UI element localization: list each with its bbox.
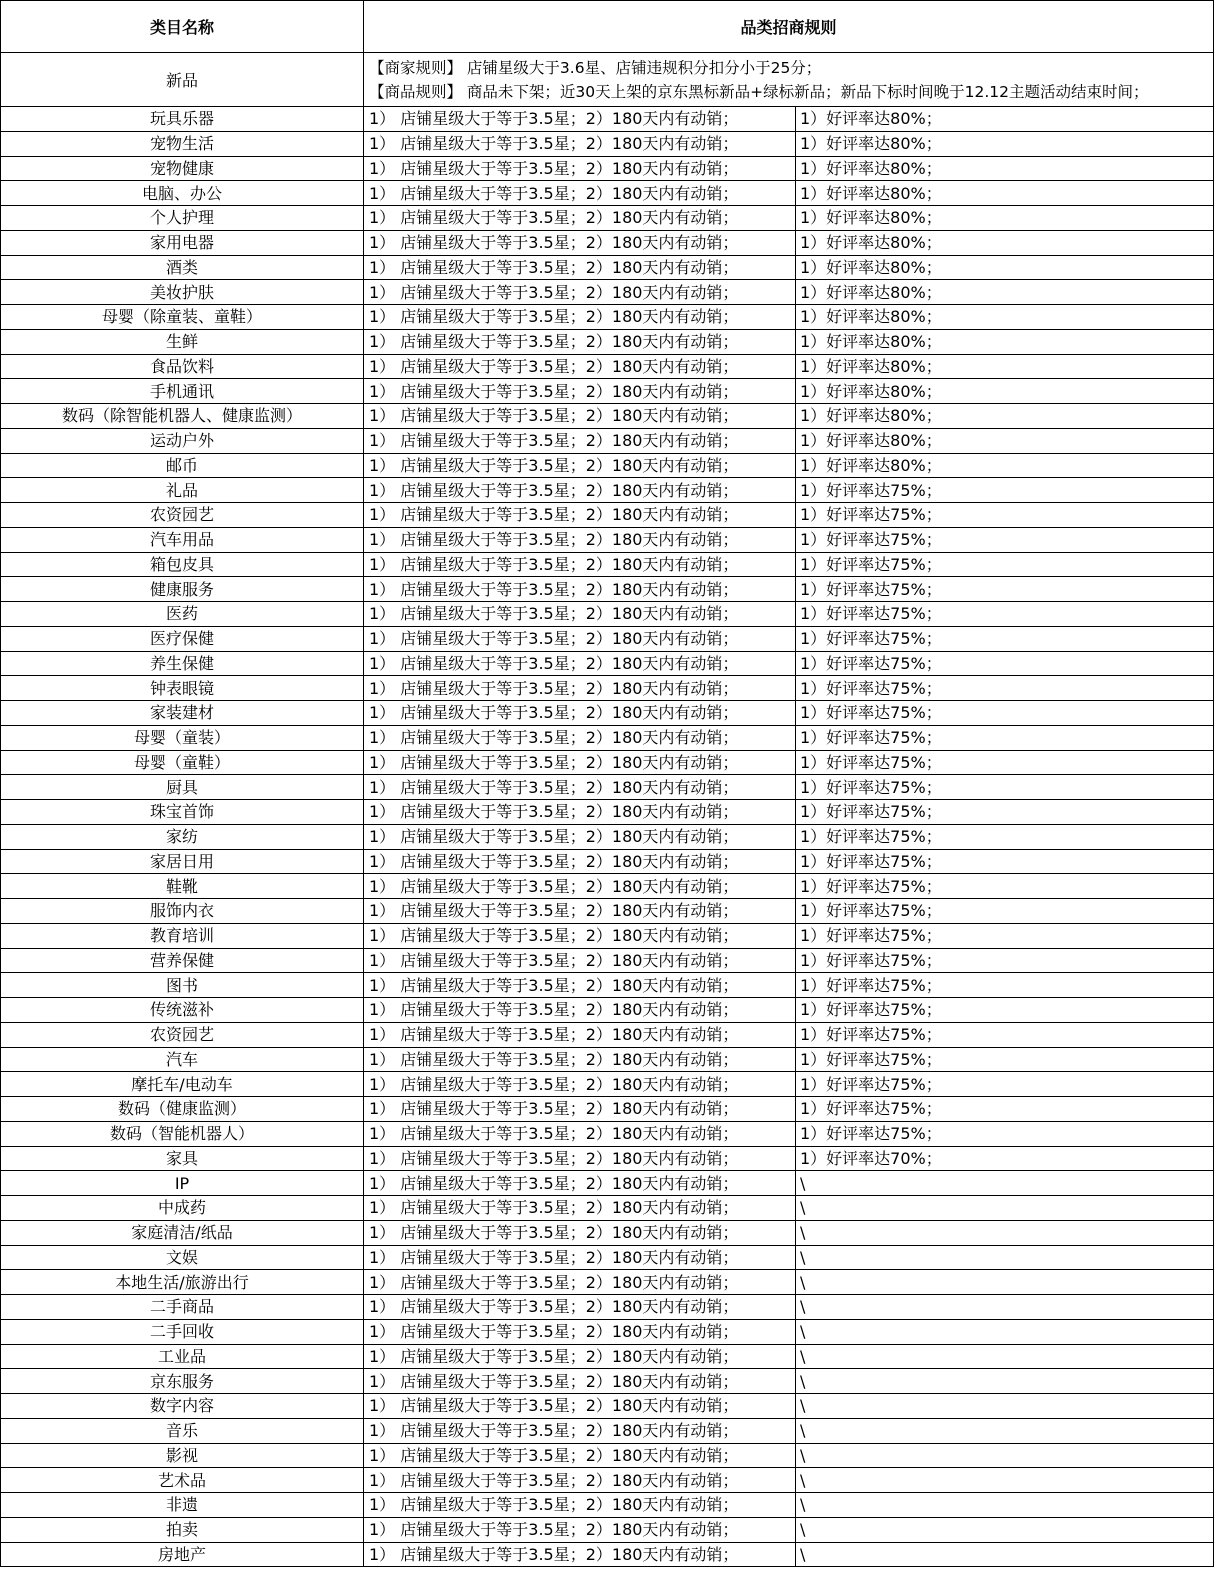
table-row — [1, 181, 1214, 206]
rating-requirement-cell: 1）好评率达75%； — [796, 800, 1214, 825]
table-row — [1, 1146, 1214, 1171]
base-requirement-cell: 1） 店铺星级大于等于3.5星；2）180天内有动销； — [364, 1295, 796, 1320]
category-name-cell: 二手回收 — [1, 1319, 364, 1344]
base-requirement-cell: 1） 店铺星级大于等于3.5星；2）180天内有动销； — [364, 181, 796, 206]
rating-requirement-cell: 1）好评率达75%； — [796, 874, 1214, 899]
rating-requirement-cell: 1）好评率达75%； — [796, 973, 1214, 998]
rating-requirement-cell: 1）好评率达75%； — [796, 849, 1214, 874]
base-requirement-cell: 1） 店铺星级大于等于3.5星；2）180天内有动销； — [364, 230, 796, 255]
table-row — [1, 1468, 1214, 1493]
category-name-cell: 房地产 — [1, 1542, 364, 1567]
category-name-cell: 美妆护肤 — [1, 280, 364, 305]
rating-requirement-cell: 1）好评率达80%； — [796, 329, 1214, 354]
rating-requirement-cell: 1）好评率达75%； — [796, 651, 1214, 676]
table-row — [1, 824, 1214, 849]
table-row — [1, 973, 1214, 998]
rating-requirement-cell: \ — [796, 1542, 1214, 1567]
base-requirement-cell: 1） 店铺星级大于等于3.5星；2）180天内有动销； — [364, 1196, 796, 1221]
table-row — [1, 1097, 1214, 1122]
table-row — [1, 527, 1214, 552]
rating-requirement-cell: 1）好评率达75%； — [796, 552, 1214, 577]
base-requirement-cell: 1） 店铺星级大于等于3.5星；2）180天内有动销； — [364, 1517, 796, 1542]
category-name-cell: 影视 — [1, 1443, 364, 1468]
category-name-cell: 工业品 — [1, 1344, 364, 1369]
rating-requirement-cell: \ — [796, 1468, 1214, 1493]
category-name-cell: 宠物健康 — [1, 156, 364, 181]
table-row — [1, 478, 1214, 503]
table-row — [1, 379, 1214, 404]
table-row — [1, 1493, 1214, 1518]
rating-requirement-cell: \ — [796, 1245, 1214, 1270]
rating-requirement-cell: 1）好评率达75%； — [796, 527, 1214, 552]
rating-requirement-cell: 1）好评率达80%； — [796, 131, 1214, 156]
category-name-cell: 生鲜 — [1, 329, 364, 354]
base-requirement-cell: 1） 店铺星级大于等于3.5星；2）180天内有动销； — [364, 552, 796, 577]
base-requirement-cell: 1） 店铺星级大于等于3.5星；2）180天内有动销； — [364, 1097, 796, 1122]
category-name-cell: 母婴（童装） — [1, 725, 364, 750]
table-row — [1, 701, 1214, 726]
category-name-cell: 汽车 — [1, 1047, 364, 1072]
base-requirement-cell: 1） 店铺星级大于等于3.5星；2）180天内有动销； — [364, 1344, 796, 1369]
table-row — [1, 255, 1214, 280]
rating-requirement-cell: 1）好评率达75%； — [796, 626, 1214, 651]
category-name-cell: 邮币 — [1, 453, 364, 478]
rating-requirement-cell: 1）好评率达80%； — [796, 404, 1214, 429]
base-requirement-cell: 1） 店铺星级大于等于3.5星；2）180天内有动销； — [364, 800, 796, 825]
header-category-name: 类目名称 — [1, 1, 364, 53]
table-row — [1, 874, 1214, 899]
base-requirement-cell: 1） 店铺星级大于等于3.5星；2）180天内有动销； — [364, 923, 796, 948]
rating-requirement-cell: \ — [796, 1394, 1214, 1419]
category-name-cell: 图书 — [1, 973, 364, 998]
header-category-rules: 品类招商规则 — [364, 1, 1214, 53]
table-row — [1, 1270, 1214, 1295]
category-name-cell: 家装建材 — [1, 701, 364, 726]
rating-requirement-cell: \ — [796, 1369, 1214, 1394]
base-requirement-cell: 1） 店铺星级大于等于3.5星；2）180天内有动销； — [364, 626, 796, 651]
rating-requirement-cell: 1）好评率达75%； — [796, 725, 1214, 750]
rating-requirement-cell: 1）好评率达75%； — [796, 676, 1214, 701]
rating-requirement-cell: \ — [796, 1220, 1214, 1245]
category-name-cell: 健康服务 — [1, 577, 364, 602]
base-requirement-cell: 1） 店铺星级大于等于3.5星；2）180天内有动销； — [364, 948, 796, 973]
rating-requirement-cell: 1）好评率达80%； — [796, 305, 1214, 330]
rating-requirement-cell: 1）好评率达75%； — [796, 577, 1214, 602]
category-name-cell: 农资园艺 — [1, 503, 364, 528]
category-name-cell: 母婴（除童装、童鞋） — [1, 305, 364, 330]
category-name-cell: 玩具乐器 — [1, 107, 364, 132]
rating-requirement-cell: 1）好评率达75%； — [796, 1072, 1214, 1097]
category-name-cell: 家居日用 — [1, 849, 364, 874]
base-requirement-cell: 1） 店铺星级大于等于3.5星；2）180天内有动销； — [364, 1542, 796, 1567]
table-row — [1, 899, 1214, 924]
base-requirement-cell: 1） 店铺星级大于等于3.5星；2）180天内有动销； — [364, 998, 796, 1023]
rating-requirement-cell: 1）好评率达80%； — [796, 230, 1214, 255]
rating-requirement-cell: 1）好评率达75%； — [796, 1121, 1214, 1146]
base-requirement-cell: 1） 店铺星级大于等于3.5星；2）180天内有动销； — [364, 849, 796, 874]
category-name-cell: 音乐 — [1, 1418, 364, 1443]
category-name-cell: 母婴（童鞋） — [1, 750, 364, 775]
table-row — [1, 404, 1214, 429]
category-name-cell: 家纺 — [1, 824, 364, 849]
base-requirement-cell: 1） 店铺星级大于等于3.5星；2）180天内有动销； — [364, 701, 796, 726]
category-name-cell: 个人护理 — [1, 206, 364, 231]
rating-requirement-cell: 1）好评率达75%； — [796, 478, 1214, 503]
base-requirement-cell: 1） 店铺星级大于等于3.5星；2）180天内有动销； — [364, 1022, 796, 1047]
rating-requirement-cell: 1）好评率达75%； — [796, 701, 1214, 726]
rating-requirement-cell: 1）好评率达75%； — [796, 750, 1214, 775]
rating-requirement-cell: 1）好评率达75%； — [796, 923, 1214, 948]
rating-requirement-cell: 1）好评率达75%； — [796, 998, 1214, 1023]
rating-requirement-cell: \ — [796, 1344, 1214, 1369]
table-row — [1, 230, 1214, 255]
category-name-cell: 礼品 — [1, 478, 364, 503]
base-requirement-cell: 1） 店铺星级大于等于3.5星；2）180天内有动销； — [364, 750, 796, 775]
rating-requirement-cell: \ — [796, 1270, 1214, 1295]
category-name-cell: 珠宝首饰 — [1, 800, 364, 825]
category-name-cell: 中成药 — [1, 1196, 364, 1221]
table-row — [1, 1542, 1214, 1567]
base-requirement-cell: 1） 店铺星级大于等于3.5星；2）180天内有动销； — [364, 1319, 796, 1344]
rating-requirement-cell: 1）好评率达70%； — [796, 1146, 1214, 1171]
base-requirement-cell: 1） 店铺星级大于等于3.5星；2）180天内有动销； — [364, 255, 796, 280]
base-requirement-cell: 1） 店铺星级大于等于3.5星；2）180天内有动销； — [364, 1220, 796, 1245]
table-row — [1, 453, 1214, 478]
base-requirement-cell: 1） 店铺星级大于等于3.5星；2）180天内有动销； — [364, 899, 796, 924]
base-requirement-cell: 1） 店铺星级大于等于3.5星；2）180天内有动销； — [364, 453, 796, 478]
rating-requirement-cell: 1）好评率达80%； — [796, 156, 1214, 181]
table-row — [1, 1344, 1214, 1369]
product-rule-text: 【商品规则】 商品未下架；近30天上架的京东黑标新品+绿标新品；新品下标时间晚于12.12主题活动结束时间； — [369, 82, 1149, 101]
rating-requirement-cell: \ — [796, 1493, 1214, 1518]
category-name-cell: 数码（除智能机器人、健康监测） — [1, 404, 364, 429]
table-row — [1, 206, 1214, 231]
table-row — [1, 626, 1214, 651]
category-name-cell: 家庭清洁/纸品 — [1, 1220, 364, 1245]
base-requirement-cell: 1） 店铺星级大于等于3.5星；2）180天内有动销； — [364, 602, 796, 627]
rating-requirement-cell: \ — [796, 1443, 1214, 1468]
table-row — [1, 1319, 1214, 1344]
category-name-cell: 家具 — [1, 1146, 364, 1171]
table-row — [1, 552, 1214, 577]
category-name-cell: 医药 — [1, 602, 364, 627]
table-row — [1, 775, 1214, 800]
base-requirement-cell: 1） 店铺星级大于等于3.5星；2）180天内有动销； — [364, 1418, 796, 1443]
table-row — [1, 1072, 1214, 1097]
rating-requirement-cell: 1）好评率达80%； — [796, 280, 1214, 305]
rating-requirement-cell: \ — [796, 1517, 1214, 1542]
table-row — [1, 1394, 1214, 1419]
category-name-cell: 箱包皮具 — [1, 552, 364, 577]
category-name-cell: 宠物生活 — [1, 131, 364, 156]
base-requirement-cell: 1） 店铺星级大于等于3.5星；2）180天内有动销； — [364, 107, 796, 132]
table-row — [1, 329, 1214, 354]
new-product-rules — [364, 53, 1214, 107]
table-row — [1, 998, 1214, 1023]
category-name-cell: 鞋靴 — [1, 874, 364, 899]
category-name-cell: 厨具 — [1, 775, 364, 800]
table-row — [1, 800, 1214, 825]
category-name-cell: 京东服务 — [1, 1369, 364, 1394]
rating-requirement-cell: \ — [796, 1418, 1214, 1443]
table-row — [1, 428, 1214, 453]
category-name-cell: 本地生活/旅游出行 — [1, 1270, 364, 1295]
table-row — [1, 602, 1214, 627]
base-requirement-cell: 1） 店铺星级大于等于3.5星；2）180天内有动销； — [364, 1171, 796, 1196]
merchant-rule-text: 【商家规则】 店铺星级大于3.6星、店铺违规积分扣分小于25分； — [369, 58, 822, 77]
base-requirement-cell: 1） 店铺星级大于等于3.5星；2）180天内有动销； — [364, 1270, 796, 1295]
category-name-cell: 酒类 — [1, 255, 364, 280]
category-name-cell: 文娱 — [1, 1245, 364, 1270]
category-name-cell: 服饰内衣 — [1, 899, 364, 924]
table-row — [1, 923, 1214, 948]
rating-requirement-cell: 1）好评率达80%； — [796, 428, 1214, 453]
rating-requirement-cell: 1）好评率达80%； — [796, 206, 1214, 231]
rating-requirement-cell: 1）好评率达75%； — [796, 899, 1214, 924]
table-row — [1, 107, 1214, 132]
base-requirement-cell: 1） 店铺星级大于等于3.5星；2）180天内有动销； — [364, 874, 796, 899]
table-row — [1, 1418, 1214, 1443]
base-requirement-cell: 1） 店铺星级大于等于3.5星；2）180天内有动销； — [364, 676, 796, 701]
table-row — [1, 1047, 1214, 1072]
base-requirement-cell: 1） 店铺星级大于等于3.5星；2）180天内有动销； — [364, 1493, 796, 1518]
base-requirement-cell: 1） 店铺星级大于等于3.5星；2）180天内有动销； — [364, 1047, 796, 1072]
base-requirement-cell: 1） 店铺星级大于等于3.5星；2）180天内有动销； — [364, 1443, 796, 1468]
rating-requirement-cell: 1）好评率达75%； — [796, 1022, 1214, 1047]
category-name-cell: 家用电器 — [1, 230, 364, 255]
table-row — [1, 725, 1214, 750]
base-requirement-cell: 1） 店铺星级大于等于3.5星；2）180天内有动销； — [364, 428, 796, 453]
rating-requirement-cell: 1）好评率达80%； — [796, 379, 1214, 404]
base-requirement-cell: 1） 店铺星级大于等于3.5星；2）180天内有动销； — [364, 305, 796, 330]
base-requirement-cell: 1） 店铺星级大于等于3.5星；2）180天内有动销； — [364, 775, 796, 800]
table-row — [1, 503, 1214, 528]
base-requirement-cell: 1） 店铺星级大于等于3.5星；2）180天内有动销； — [364, 577, 796, 602]
table-row — [1, 1443, 1214, 1468]
table-row — [1, 354, 1214, 379]
table-row — [1, 1220, 1214, 1245]
base-requirement-cell: 1） 店铺星级大于等于3.5星；2）180天内有动销； — [364, 478, 796, 503]
rating-requirement-cell: 1）好评率达75%； — [796, 824, 1214, 849]
base-requirement-cell: 1） 店铺星级大于等于3.5星；2）180天内有动销； — [364, 280, 796, 305]
base-requirement-cell: 1） 店铺星级大于等于3.5星；2）180天内有动销； — [364, 651, 796, 676]
base-requirement-cell: 1） 店铺星级大于等于3.5星；2）180天内有动销； — [364, 1369, 796, 1394]
base-requirement-cell: 1） 店铺星级大于等于3.5星；2）180天内有动销； — [364, 527, 796, 552]
base-requirement-cell: 1） 店铺星级大于等于3.5星；2）180天内有动销； — [364, 1121, 796, 1146]
category-name-cell: 摩托车/电动车 — [1, 1072, 364, 1097]
new-product-row — [1, 53, 1214, 107]
base-requirement-cell: 1） 店铺星级大于等于3.5星；2）180天内有动销； — [364, 404, 796, 429]
base-requirement-cell: 1） 店铺星级大于等于3.5星；2）180天内有动销； — [364, 354, 796, 379]
table-row — [1, 750, 1214, 775]
rating-requirement-cell: \ — [796, 1196, 1214, 1221]
rating-requirement-cell: \ — [796, 1171, 1214, 1196]
table-row — [1, 1295, 1214, 1320]
rating-requirement-cell: 1）好评率达75%； — [796, 775, 1214, 800]
category-name-cell: 艺术品 — [1, 1468, 364, 1493]
rating-requirement-cell: \ — [796, 1319, 1214, 1344]
rating-requirement-cell: 1）好评率达80%； — [796, 181, 1214, 206]
header-row — [1, 1, 1214, 53]
rating-requirement-cell: 1）好评率达80%； — [796, 354, 1214, 379]
new-product-category: 新品 — [1, 53, 364, 107]
category-name-cell: 营养保健 — [1, 948, 364, 973]
rating-requirement-cell: \ — [796, 1295, 1214, 1320]
table-row — [1, 1121, 1214, 1146]
table-row — [1, 948, 1214, 973]
category-name-cell: 数码（健康监测） — [1, 1097, 364, 1122]
category-name-cell: 钟表眼镜 — [1, 676, 364, 701]
base-requirement-cell: 1） 店铺星级大于等于3.5星；2）180天内有动销； — [364, 1146, 796, 1171]
table-row — [1, 651, 1214, 676]
base-requirement-cell: 1） 店铺星级大于等于3.5星；2）180天内有动销； — [364, 725, 796, 750]
table-row — [1, 156, 1214, 181]
base-requirement-cell: 1） 店铺星级大于等于3.5星；2）180天内有动销； — [364, 1468, 796, 1493]
base-requirement-cell: 1） 店铺星级大于等于3.5星；2）180天内有动销； — [364, 156, 796, 181]
base-requirement-cell: 1） 店铺星级大于等于3.5星；2）180天内有动销； — [364, 1072, 796, 1097]
category-name-cell: 传统滋补 — [1, 998, 364, 1023]
base-requirement-cell: 1） 店铺星级大于等于3.5星；2）180天内有动销； — [364, 131, 796, 156]
table-row — [1, 305, 1214, 330]
table-row — [1, 849, 1214, 874]
table-row — [1, 1196, 1214, 1221]
base-requirement-cell: 1） 店铺星级大于等于3.5星；2）180天内有动销； — [364, 973, 796, 998]
table-row — [1, 1171, 1214, 1196]
rating-requirement-cell: 1）好评率达75%； — [796, 1097, 1214, 1122]
category-name-cell: 养生保健 — [1, 651, 364, 676]
category-name-cell: 拍卖 — [1, 1517, 364, 1542]
base-requirement-cell: 1） 店铺星级大于等于3.5星；2）180天内有动销； — [364, 379, 796, 404]
category-name-cell: IP — [1, 1171, 364, 1196]
rating-requirement-cell: 1）好评率达75%； — [796, 503, 1214, 528]
table-row — [1, 1369, 1214, 1394]
category-name-cell: 农资园艺 — [1, 1022, 364, 1047]
rating-requirement-cell: 1）好评率达80%； — [796, 255, 1214, 280]
category-name-cell: 非遗 — [1, 1493, 364, 1518]
rating-requirement-cell: 1）好评率达80%； — [796, 453, 1214, 478]
rating-requirement-cell: 1）好评率达75%； — [796, 1047, 1214, 1072]
category-name-cell: 二手商品 — [1, 1295, 364, 1320]
category-name-cell: 运动户外 — [1, 428, 364, 453]
category-name-cell: 数码（智能机器人） — [1, 1121, 364, 1146]
category-name-cell: 汽车用品 — [1, 527, 364, 552]
base-requirement-cell: 1） 店铺星级大于等于3.5星；2）180天内有动销； — [364, 824, 796, 849]
base-requirement-cell: 1） 店铺星级大于等于3.5星；2）180天内有动销； — [364, 1245, 796, 1270]
base-requirement-cell: 1） 店铺星级大于等于3.5星；2）180天内有动销； — [364, 206, 796, 231]
category-name-cell: 医疗保健 — [1, 626, 364, 651]
table-row — [1, 1245, 1214, 1270]
rating-requirement-cell: 1）好评率达80%； — [796, 107, 1214, 132]
base-requirement-cell: 1） 店铺星级大于等于3.5星；2）180天内有动销； — [364, 329, 796, 354]
table-row — [1, 577, 1214, 602]
base-requirement-cell: 1） 店铺星级大于等于3.5星；2）180天内有动销； — [364, 503, 796, 528]
rating-requirement-cell: 1）好评率达75%； — [796, 602, 1214, 627]
base-requirement-cell: 1） 店铺星级大于等于3.5星；2）180天内有动销； — [364, 1394, 796, 1419]
category-name-cell: 手机通讯 — [1, 379, 364, 404]
table-row — [1, 280, 1214, 305]
table-row — [1, 1022, 1214, 1047]
category-name-cell: 电脑、办公 — [1, 181, 364, 206]
rating-requirement-cell: 1）好评率达75%； — [796, 948, 1214, 973]
category-name-cell: 教育培训 — [1, 923, 364, 948]
table-row — [1, 1517, 1214, 1542]
table-row — [1, 676, 1214, 701]
category-name-cell: 食品饮料 — [1, 354, 364, 379]
table-row — [1, 131, 1214, 156]
category-name-cell: 数字内容 — [1, 1394, 364, 1419]
